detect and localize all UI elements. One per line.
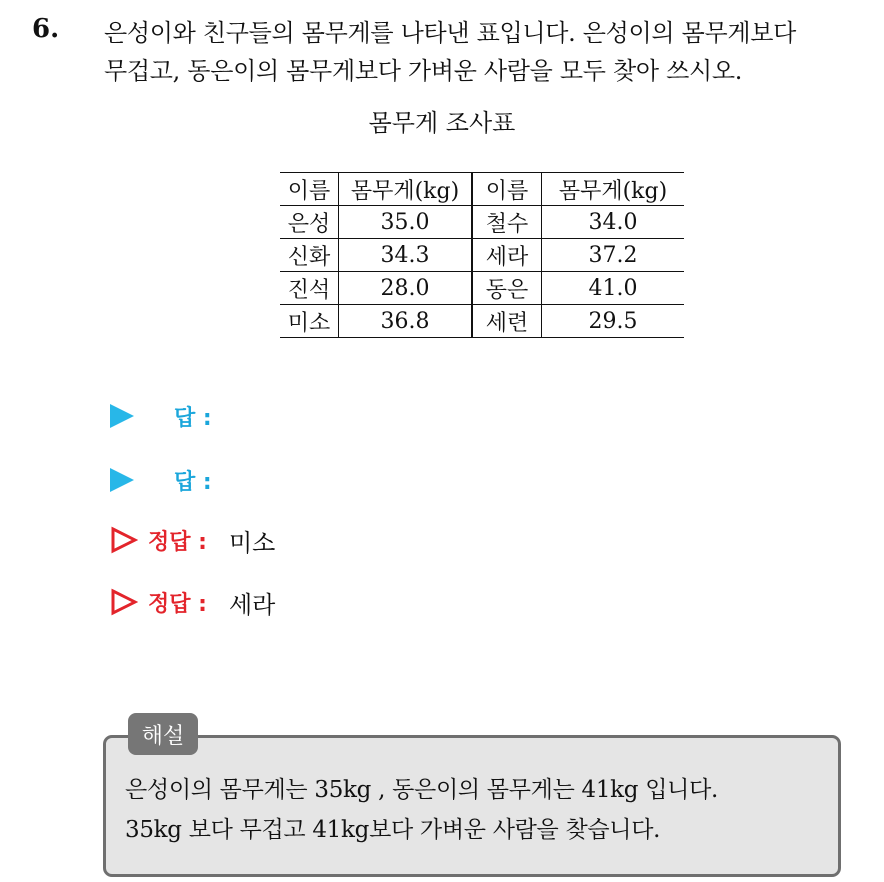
outline-triangle-icon (110, 526, 138, 554)
explanation-line-2: 35kg 보다 무겁고 41kg보다 가벼운 사람을 찾습니다. (125, 817, 661, 843)
header-weight-1: 몸무게(kg) (339, 173, 473, 206)
table-row (280, 305, 684, 338)
table-cell: 28.0 (339, 272, 473, 305)
filled-triangle-icon (110, 404, 134, 428)
filled-triangle-icon (110, 468, 134, 492)
table-cell: 세련 (472, 305, 542, 338)
header-name-2: 이름 (472, 173, 542, 206)
correct-answer-value: 세라 (228, 590, 276, 619)
correct-answer-1 (110, 520, 275, 560)
question-text (104, 14, 874, 90)
table-cell: 34.0 (542, 206, 685, 239)
table-cell: 동은 (472, 272, 542, 305)
correct-answer-value: 미소 (228, 528, 276, 557)
table-cell: 41.0 (542, 272, 685, 305)
header-weight-2: 몸무게(kg) (542, 173, 685, 206)
table-cell: 진석 (280, 272, 339, 305)
answer-label: 답 : (174, 405, 212, 431)
table-cell: 34.3 (339, 239, 473, 272)
table-cell: 29.5 (542, 305, 685, 338)
table-row (280, 239, 684, 272)
weight-table (280, 172, 684, 338)
answer-label: 답 : (174, 469, 212, 495)
table-cell: 신화 (280, 239, 339, 272)
question-number: 6. (32, 14, 60, 44)
correct-answer-2 (110, 582, 275, 622)
explanation-tab: 해설 (128, 713, 198, 755)
question-line-2: 무겁고, 동은이의 몸무게보다 가벼운 사람을 모두 찾아 쓰시오. (104, 57, 743, 85)
explanation-text (125, 770, 825, 850)
answer-blank-2[interactable] (110, 460, 212, 500)
question-line-1: 은성이와 친구들의 몸무게를 나타낸 표입니다. 은성이의 몸무게보다 (104, 19, 797, 47)
table-cell: 35.0 (339, 206, 473, 239)
table-cell: 37.2 (542, 239, 685, 272)
outline-triangle-icon (110, 588, 138, 616)
table-title: 몸무게 조사표 (368, 109, 516, 137)
table-row (280, 206, 684, 239)
correct-answer-label: 정답 : (148, 591, 207, 617)
table-header-row (280, 173, 684, 206)
header-name-1: 이름 (280, 173, 339, 206)
table-cell: 미소 (280, 305, 339, 338)
table-row (280, 272, 684, 305)
answer-blank-1[interactable] (110, 396, 212, 436)
table-cell: 철수 (472, 206, 542, 239)
table-cell: 은성 (280, 206, 339, 239)
correct-answer-label: 정답 : (148, 529, 207, 555)
explanation-line-1: 은성이의 몸무게는 35kg , 동은이의 몸무게는 41kg 입니다. (125, 777, 718, 803)
table-cell: 세라 (472, 239, 542, 272)
table-cell: 36.8 (339, 305, 473, 338)
